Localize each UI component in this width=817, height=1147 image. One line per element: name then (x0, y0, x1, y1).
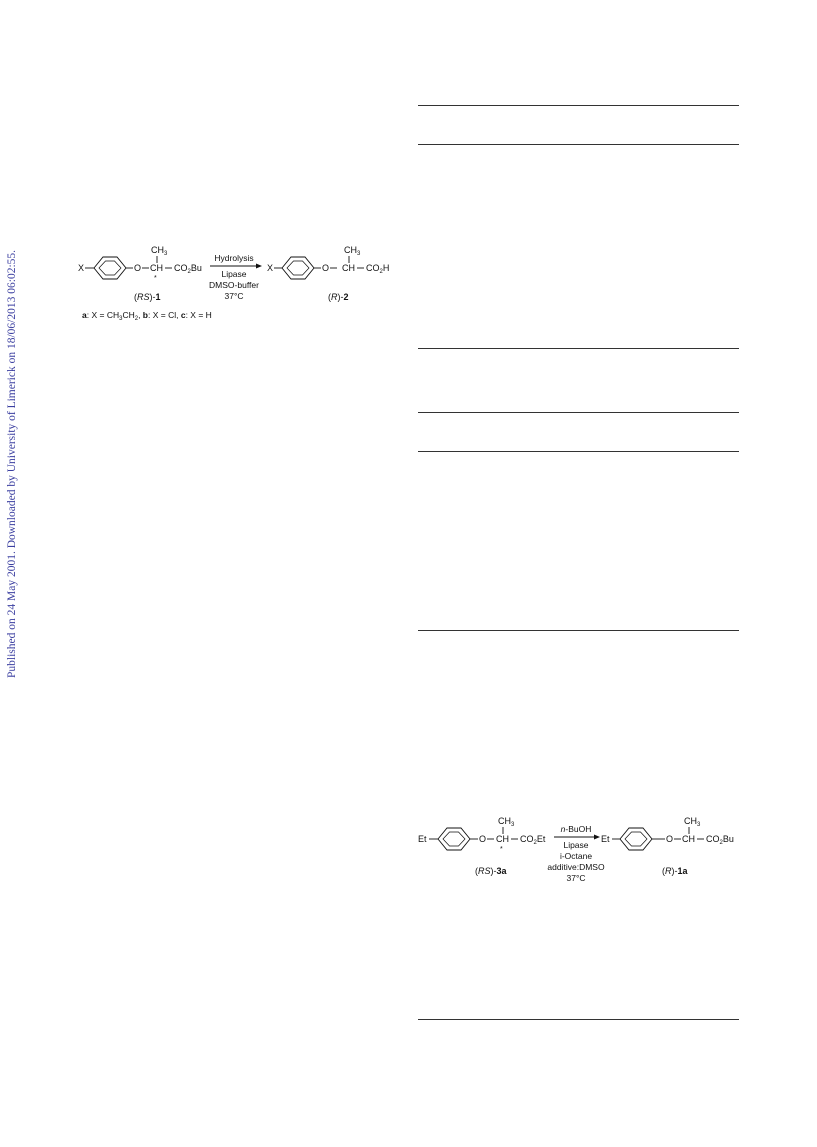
condition-lipase: Lipase (563, 840, 589, 850)
condition-solvent: i-Octane (559, 851, 593, 861)
ethyl-ester: $CO_2Et$ (520, 834, 546, 846)
condition-4: 37°C (224, 291, 244, 301)
condition-temperature: 37°C (566, 873, 586, 883)
substituent-x: X (78, 263, 85, 273)
watermark-text: Published on 24 May 2001. Downloaded by University of Limerick on 18/06/2013 06:02:55. (6, 249, 18, 678)
chiral-ch-2: CH (496, 834, 509, 844)
product-chiral-ch-2: CH (682, 834, 695, 844)
table-bottom-rule-1 (418, 348, 739, 349)
product-ethyl-substituent: Et (601, 834, 610, 844)
benzene-ring-reactant (94, 257, 126, 279)
condition-additive: additive:DMSO (547, 862, 605, 872)
product-chiral-ch: CH (342, 263, 355, 273)
reactant-label-2: (RS)-3a (475, 866, 507, 876)
product-label: (R)-2 (328, 292, 349, 302)
product-methyl-label: $CH_3$ (344, 245, 361, 257)
benzene-ring-reactant-2 (438, 828, 470, 850)
table-header-rule-2 (418, 451, 739, 452)
substituent-legend: a: $X = CH_3CH_2$, b: X = Cl, c: X = H (82, 310, 212, 322)
butyl-ester-product: $CO_2Bu$ (706, 834, 734, 846)
ethyl-substituent: Et (418, 834, 427, 844)
ether-oxygen: O (134, 263, 142, 273)
reactant-label: (RS)-1 (134, 292, 161, 302)
product-label-2: (R)-1a (662, 866, 688, 876)
download-watermark (2, 249, 24, 678)
condition-1: Hydrolysis (214, 253, 254, 263)
methyl-label: $CH_3$ (151, 245, 168, 257)
stereo-mark-2: * (500, 846, 503, 853)
carboxylic-acid: $CO_2H$ (366, 263, 390, 275)
table-top-rule-1 (418, 105, 739, 106)
table-header-rule-1 (418, 144, 739, 145)
butyl-ester: $CO_2Bu$ (174, 263, 202, 275)
stereo-mark: * (154, 275, 157, 282)
product-methyl-label-2: $CH_3$ (684, 816, 701, 828)
benzene-ring-product (282, 257, 314, 279)
condition-nbuoh: n-BuOH (560, 824, 592, 834)
benzene-ring-product-2 (620, 828, 652, 850)
table-top-rule-2 (418, 412, 739, 413)
product-ether-oxygen-2: O (666, 834, 674, 844)
condition-3: DMSO-buffer (209, 280, 259, 290)
methyl-label-2: $CH_3$ (498, 816, 515, 828)
ether-oxygen-2: O (479, 834, 487, 844)
table-bottom-rule-2 (418, 630, 739, 631)
reaction-scheme-2 (414, 812, 744, 892)
reaction-scheme-1 (70, 238, 400, 328)
product-substituent-x: X (267, 263, 274, 273)
condition-2: Lipase (221, 269, 247, 279)
product-ether-oxygen: O (322, 263, 330, 273)
table-bottom-rule-3 (418, 1019, 739, 1020)
chiral-ch: CH (150, 263, 163, 273)
